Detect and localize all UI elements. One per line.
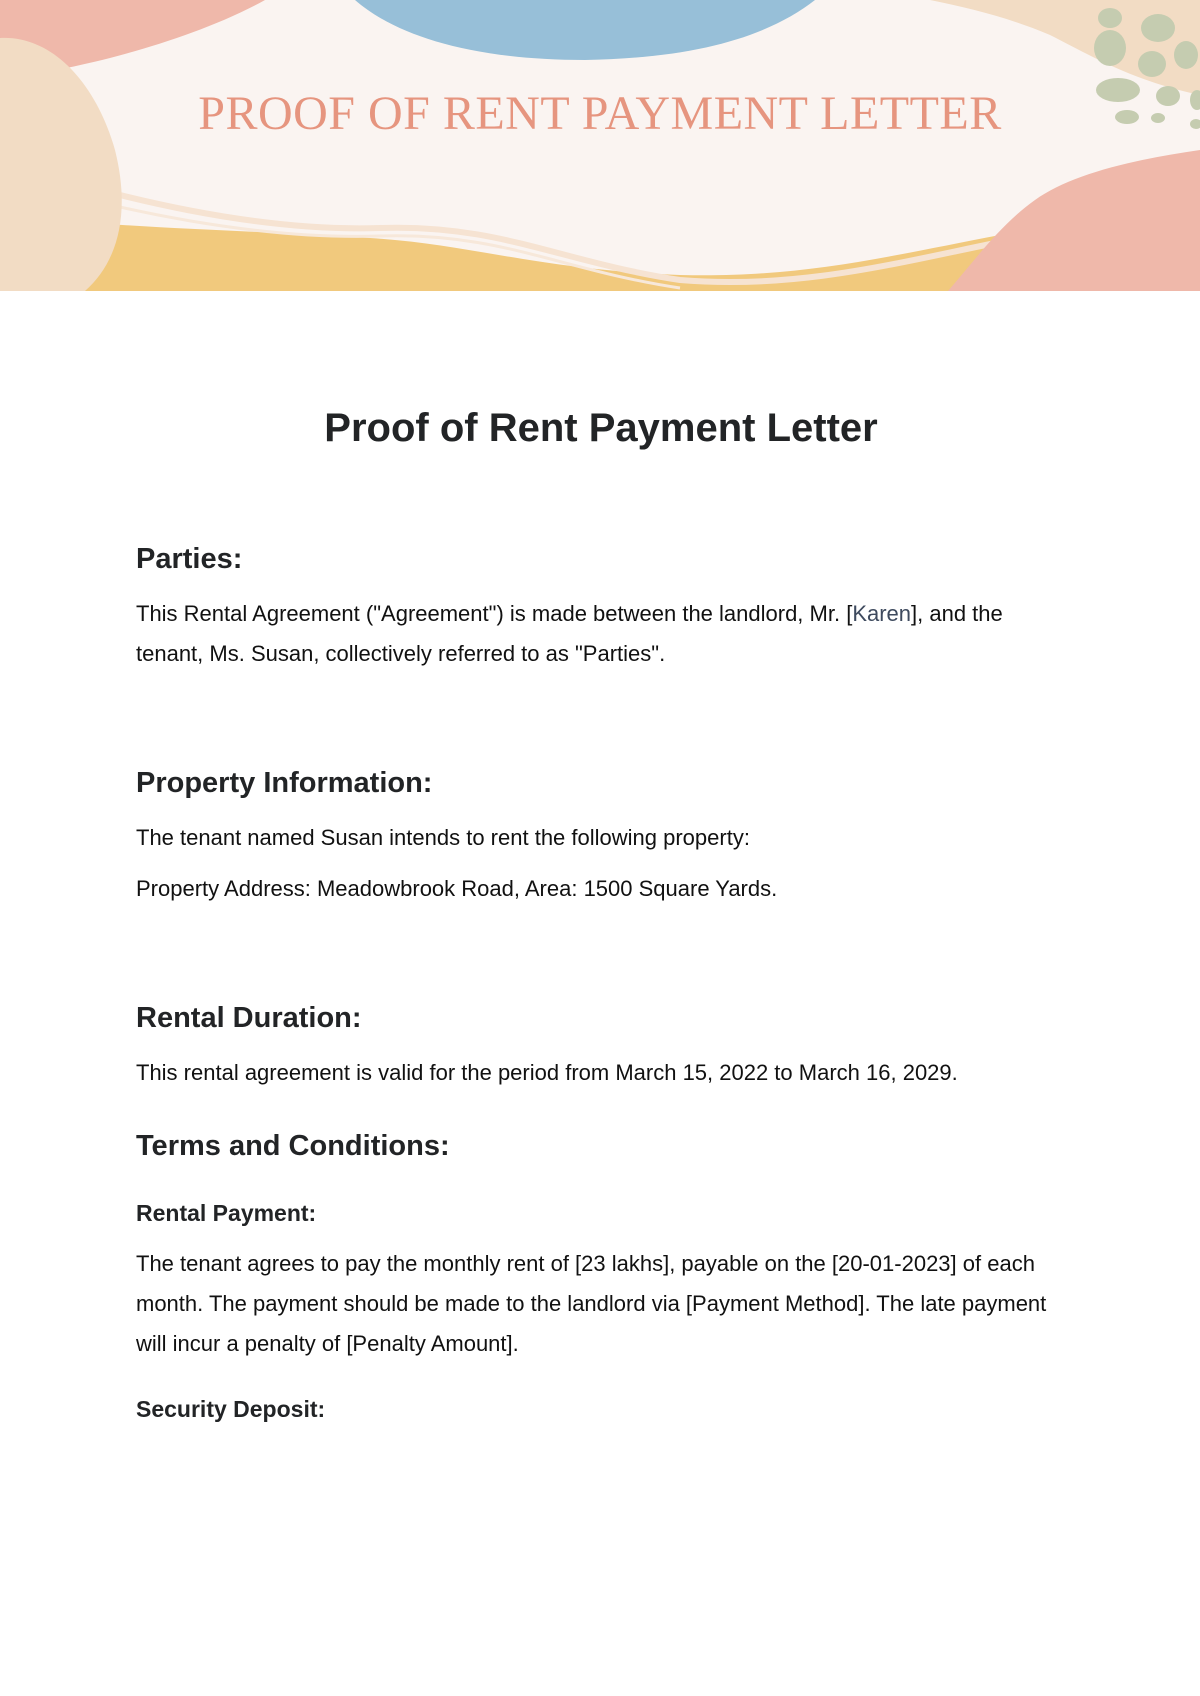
section-rental-duration [136,998,1066,1093]
section-terms-and-conditions [136,1126,1066,1425]
rental-payment-heading: Rental Payment: [136,1200,317,1226]
landlord-name-field: Karen [852,601,912,626]
subsection-security-deposit [136,1393,1066,1425]
document-body [136,392,1066,1425]
parties-heading: Parties: [136,543,243,575]
duration-text: This rental agreement is valid for the period from March 15, 2022 to March 16, 2029. [136,1060,958,1085]
security-deposit-heading: Security Deposit: [136,1396,326,1422]
banner-title: PROOF OF RENT PAYMENT LETTER [198,87,1002,140]
subsection-rental-payment [136,1197,1066,1364]
header-banner [0,0,1200,291]
property-heading: Property Information: [136,767,433,799]
banner-decoration [0,0,1200,291]
page-title: Proof of Rent Payment Letter [324,406,878,450]
parties-text-before: This Rental Agreement ("Agreement") is made between the landlord, Mr. [ [136,601,853,626]
terms-heading: Terms and Conditions: [136,1130,450,1162]
parties-text [136,594,1066,674]
rental-payment-text: The tenant agrees to pay the monthly rent of [23 lakhs], payable on the [20-01-2023] of each month. The payment should be made to the landlord via [Payment Method]. The late payment will incur a penalty of [Penalty Amount]. [136,1251,1047,1356]
section-parties [136,539,1066,674]
property-intro: The tenant named Susan intends to rent the following property: [136,825,750,850]
section-property-information [136,763,1066,909]
parties-text-after: ], and the tenant, Ms. Susan, collectively referred to as "Parties". [136,601,1003,666]
property-address: Property Address: Meadowbrook Road, Area: 1500 Square Yards. [136,876,778,901]
duration-heading: Rental Duration: [136,1002,362,1034]
